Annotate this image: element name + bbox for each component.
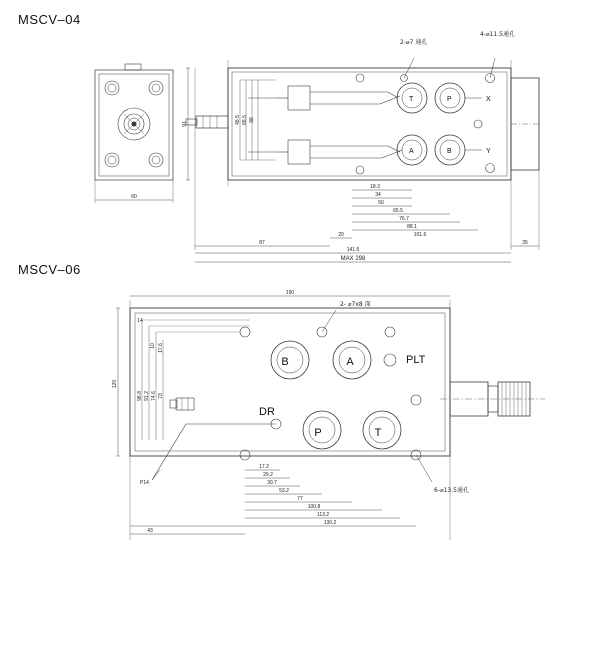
dim6-120: 120 (112, 379, 118, 389)
port-label-a-mscv04: A (409, 148, 414, 155)
dim6-77: 77 (297, 496, 303, 502)
dim6-17-6: 17.6 (158, 343, 164, 353)
port-label-a-mscv06: A (346, 356, 354, 368)
callout-2-hole-mscv06: 2- ⌀7x8 深 (340, 301, 371, 308)
dim-35: 35 (522, 240, 528, 246)
port-label-t-mscv04: T (409, 96, 414, 103)
dim6-100-8: 100.8 (307, 504, 321, 510)
dim6-73: 73 (158, 393, 164, 399)
dim6-53-2: 53.2 (279, 488, 289, 494)
dim6-190: 190 (285, 290, 295, 296)
dim-20: 20 (338, 232, 344, 238)
dim-101-6: 101.6 (413, 232, 427, 238)
dim-88: 88 (249, 117, 255, 123)
port-label-dr-mscv06: DR (259, 406, 275, 418)
port-label-b-mscv06: B (281, 356, 289, 368)
dim6-43: 43 (147, 528, 153, 534)
dim6-17-2: 17.2 (259, 464, 269, 470)
dim-91: 91 (182, 121, 188, 127)
dim-60: 60 (131, 194, 137, 200)
dim-76-7: 76.7 (399, 216, 409, 222)
dim-141-5: 141.5 (346, 247, 360, 253)
figure-mscv06 (116, 296, 545, 540)
port-label-p-mscv04: P (447, 96, 452, 103)
dim-48-5: 48.5 (235, 115, 241, 125)
dim-50: 50 (378, 200, 384, 206)
dim6-91-2: 91.2 (144, 391, 150, 401)
dim6-74-6: 74.6 (151, 391, 157, 401)
dim6-29-2: 29.2 (263, 472, 273, 478)
note-max-298: MAX 298 (340, 256, 366, 262)
dim-18-3: 18.3 (370, 184, 380, 190)
dim-88-1: 88.1 (407, 224, 417, 230)
port-label-y-mscv04: Y (486, 148, 491, 155)
port-label-p14-mscv06: P14 (140, 480, 149, 486)
port-label-plt-mscv06: PLT (406, 354, 426, 366)
figure-title-mscv04: MSCV–04 (18, 12, 81, 27)
callout-4-hole-mscv04: 4-⌀11.5通孔 (480, 31, 515, 38)
callout-6-hole-mscv06: 6-⌀13.5通孔 (434, 487, 469, 494)
port-label-b-mscv04: B (447, 148, 452, 155)
port-label-p-mscv06: P (314, 427, 322, 439)
dim6-14: 14 (137, 318, 143, 324)
dim-87: 87 (259, 240, 265, 246)
dim6-10: 10 (150, 343, 156, 349)
dim6-98-8: 98.8 (137, 391, 143, 401)
dim-68-5: 68.5 (242, 115, 248, 125)
port-label-t-mscv06: T (374, 427, 382, 439)
port-label-x-mscv04: X (486, 96, 491, 103)
dim6-130-2: 130.2 (323, 520, 337, 526)
callout-2-hole-mscv04: 2-⌀7 通孔 (400, 39, 428, 46)
figure-title-mscv06: MSCV–06 (18, 262, 81, 277)
dim6-30-7: 30.7 (267, 480, 277, 486)
dim-34: 34 (375, 192, 381, 198)
dim-65-5: 65.5 (393, 208, 403, 214)
figure-mscv04 (95, 58, 539, 262)
dim6-113-2: 113.2 (316, 512, 330, 518)
